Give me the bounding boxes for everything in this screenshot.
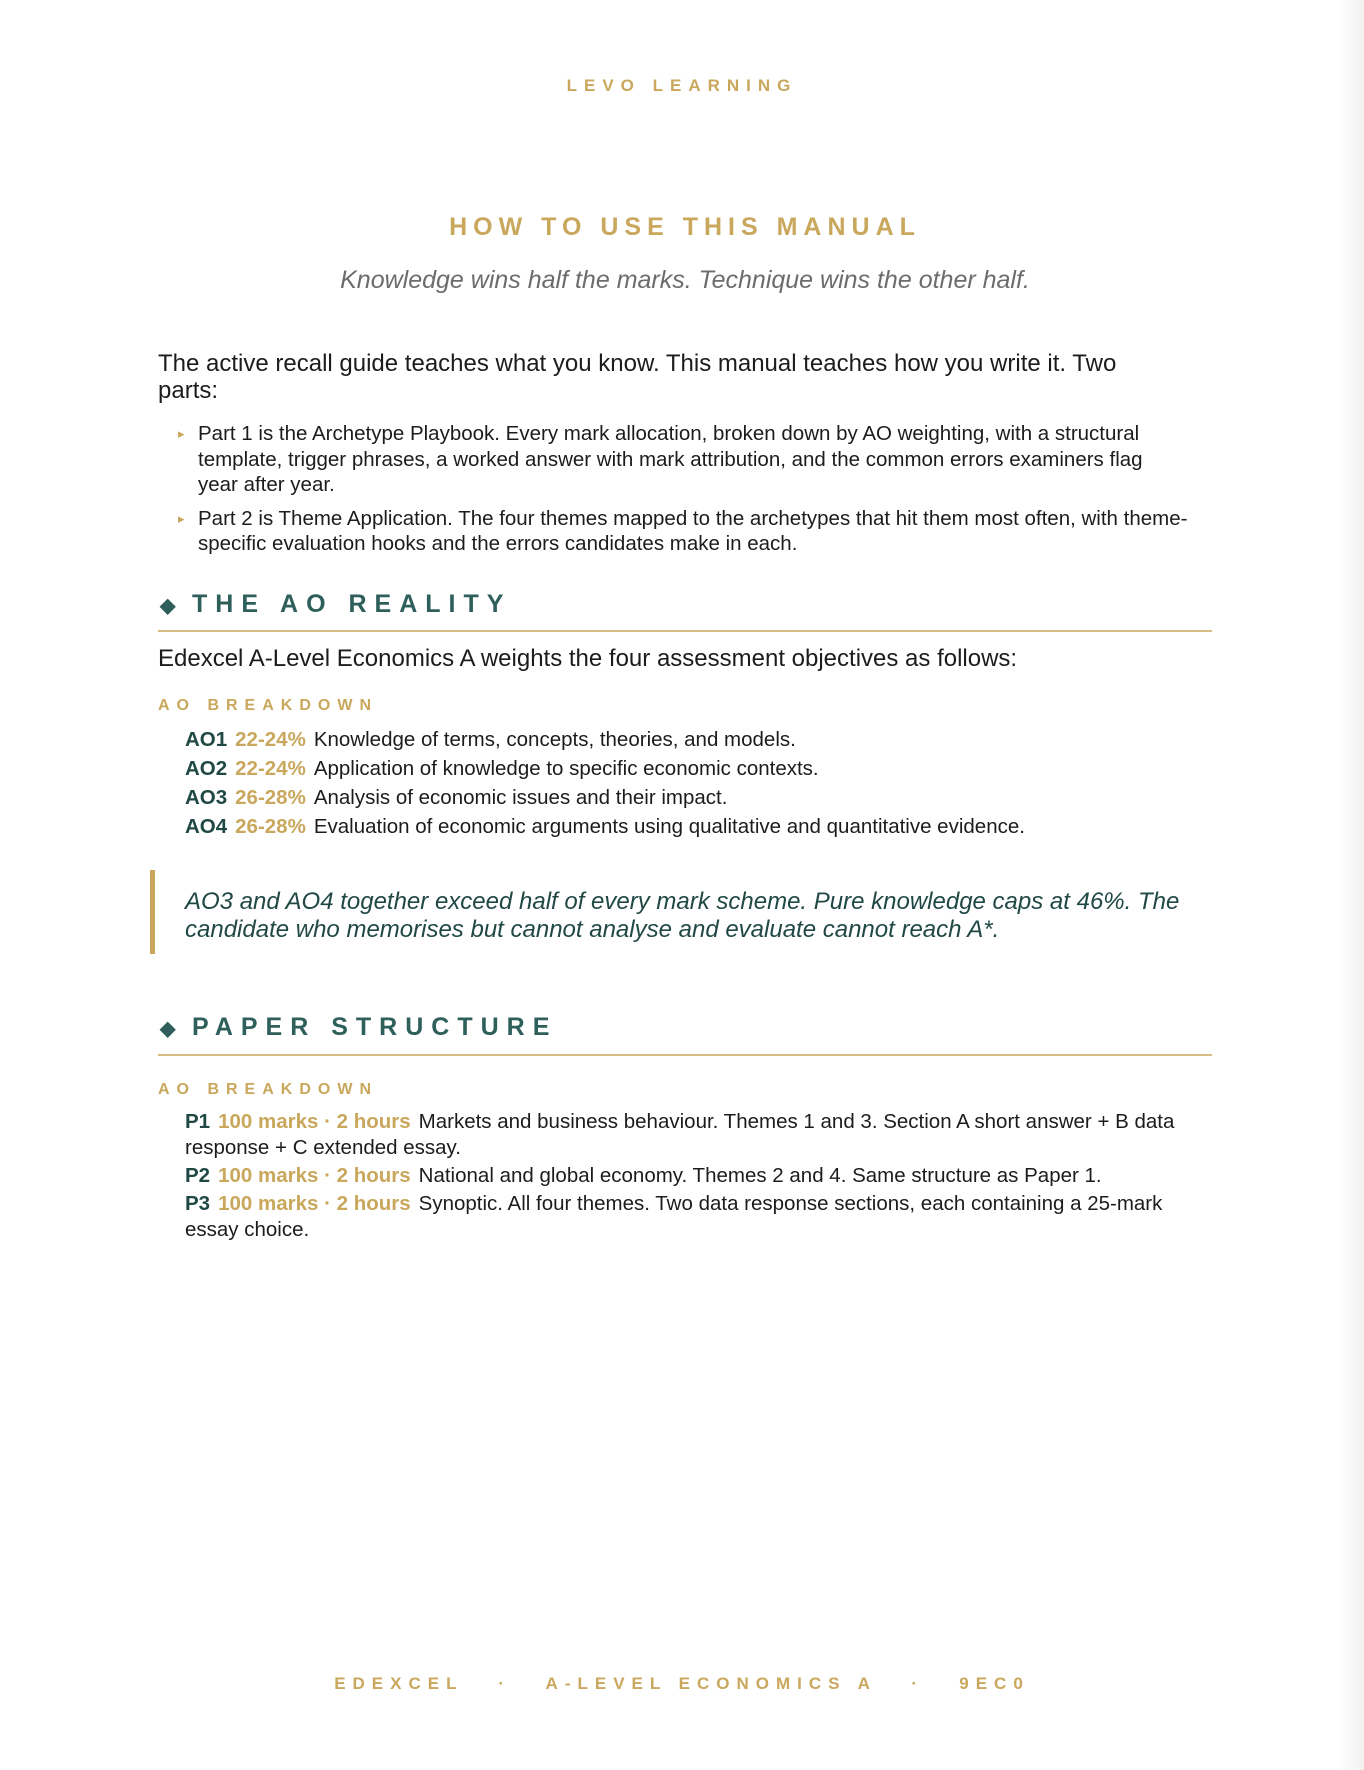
paper-breakdown-subheading: AO BREAKDOWN [158,1081,378,1098]
section-heading-paper-structure [160,1013,1212,1042]
page-tagline: Knowledge wins half the marks. Technique wins the other half. [340,266,1030,294]
paper-meta: 100 marks · 2 hours [218,1192,411,1215]
intro-paragraph: The active recall guide teaches what you know. This manual teaches how you write it. Two parts: [158,350,1117,404]
section-heading-ao-reality [160,590,1212,619]
page-edge-shadow [1340,0,1364,1770]
paper-description: National and global economy. Themes 2 and 4. Same structure as Paper 1. [418,1164,1102,1187]
paper-description: Synoptic. All four themes. Two data response sections, each containing a 25-mark essay choice. [185,1192,1163,1241]
triangle-bullet-icon: ▸ [178,510,185,526]
ao-description: Evaluation of economic arguments using qualitative and quantitative evidence. [313,815,1025,838]
list-item [185,1109,1205,1161]
section-divider [158,1054,1212,1056]
diamond-icon: ◆ [160,595,176,617]
ao-weighting: 26-28% [235,786,306,809]
ao-weighting: 26-28% [235,815,306,838]
diamond-icon: ◆ [160,1018,176,1040]
paper-code: P2 [185,1164,211,1187]
paper-description: Markets and business behaviour. Themes 1 and 3. Section A short answer + B data response + C extended essay. [185,1110,1175,1159]
intro-bullet-list [178,421,1188,565]
callout-quote [150,870,1185,954]
ao-description: Analysis of economic issues and their impact. [313,786,728,809]
paper-meta: 100 marks · 2 hours [218,1164,411,1187]
paper-code: P1 [185,1110,211,1133]
brand-header: LEVO LEARNING [566,76,798,95]
list-item-text: Part 1 is the Archetype Playbook. Every mark allocation, broken down by AO weighting, with a structural template, trigger phrases, a worked answer with mark attribution, and the common errors examiners flag year after year. [198,422,1143,496]
paper-code: P3 [185,1192,211,1215]
list-item [185,754,1205,783]
ao-breakdown-list [185,725,1205,841]
ao-code: AO3 [185,786,228,809]
page-footer: EDEXCEL · A-LEVEL ECONOMICS A · 9EC0 [334,1674,1030,1693]
section-heading-text: PAPER STRUCTURE [192,1013,558,1041]
callout-text: AO3 and AO4 together exceed half of every mark scheme. Pure knowledge caps at 46%. The candidate who memorises but cannot analyse and evaluate cannot reach A*. [185,888,1180,943]
ao-description: Application of knowledge to specific economic contexts. [313,757,819,780]
ao-weighting: 22-24% [235,728,306,751]
section-heading-text: THE AO REALITY [192,590,512,618]
list-item [178,506,1188,557]
ao-description: Knowledge of terms, concepts, theories, and models. [313,728,796,751]
triangle-bullet-icon: ▸ [178,426,185,441]
page-title: HOW TO USE THIS MANUAL [449,213,921,241]
list-item [185,1163,1205,1189]
list-item [178,421,1188,498]
ao-weighting: 22-24% [235,757,306,780]
ao-code: AO4 [185,815,228,838]
list-item [185,725,1205,754]
ao-code: AO1 [185,728,228,751]
ao-breakdown-subheading: AO BREAKDOWN [158,697,378,714]
ao-lead-text: Edexcel A-Level Economics A weights the four assessment objectives as follows: [158,645,1018,672]
list-item [185,1191,1205,1243]
list-item-text: Part 2 is Theme Application. The four themes mapped to the archetypes that hit them most often, with theme-specific evaluation hooks and the errors candidates make in each. [198,506,1188,555]
list-item [185,783,1205,812]
paper-structure-list [185,1109,1205,1245]
ao-code: AO2 [185,757,228,780]
list-item [185,812,1205,841]
section-divider [158,630,1212,632]
paper-meta: 100 marks · 2 hours [218,1110,411,1133]
